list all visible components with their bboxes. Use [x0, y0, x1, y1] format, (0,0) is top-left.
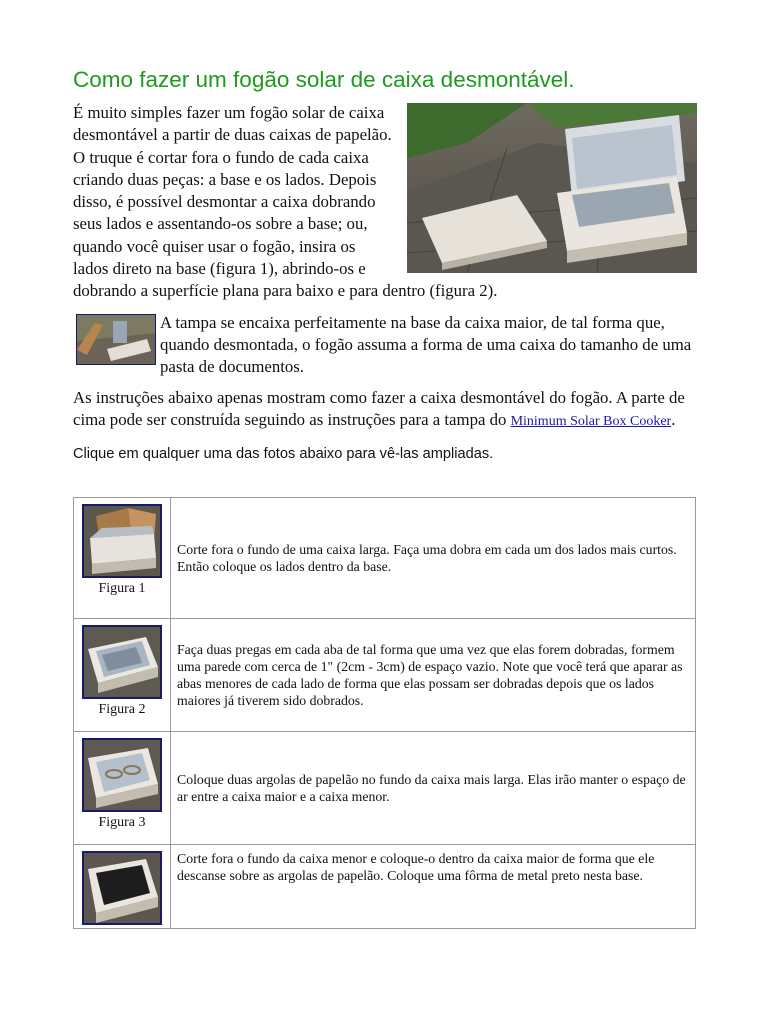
figure-label: Figura 3 [98, 815, 146, 830]
figure-1-thumbnail[interactable] [82, 504, 162, 578]
step-text: Corte fora o fundo da caixa menor e coloque-o dentro da caixa maior de forma que ele descanse sobre as argolas de papelão. Coloque uma fôrma de metal preto nesta base. [171, 845, 696, 929]
steps-table [73, 497, 696, 929]
lid-thumbnail[interactable] [76, 314, 156, 365]
figure-cell [74, 498, 171, 619]
intro-text: É muito simples fazer um fogão solar de caixa desmontável a partir de duas caixas de papelão. O truque é cortar fora o fundo de cada caixa criando duas peças: a base e os lados. Depois disso, é possível desmontar a caixa dobrando seus lados e assentando-os sobre a base; ou, quando você quiser usar o fogão, insira os lados direto na base (figura 1), abrindo-os e dobrando a superfície plana para baixo e para dentro (figura 2). [73, 103, 498, 301]
page-title: Como fazer um fogão solar de caixa desmontável. [73, 67, 575, 92]
lid-text: A tampa se encaixa perfeitamente na base da caixa maior, de tal forma que, quando desmontada, o fogão assuma a forma de uma caixa do tamanho de uma pasta de documentos. [160, 312, 692, 377]
table-row [74, 732, 696, 845]
figure-3-thumbnail[interactable] [82, 738, 162, 812]
click-hint: Clique em qualquer uma das fotos abaixo para vê-las ampliadas. [73, 446, 494, 463]
figure-4-thumbnail[interactable] [82, 851, 162, 925]
figure-2-thumbnail[interactable] [82, 625, 162, 699]
figure-cell [74, 619, 171, 732]
step-text: Coloque duas argolas de papelão no fundo da caixa mais larga. Elas irão manter o espaço de ar entre a caixa maior e a caixa menor. [171, 732, 696, 845]
table-row [74, 845, 696, 929]
table-row [74, 498, 696, 619]
solar-box-cooker-photo[interactable] [407, 103, 697, 273]
figure-cell [74, 845, 171, 929]
table-row [74, 619, 696, 732]
instructions-end: . [671, 409, 676, 429]
step-text: Corte fora o fundo de uma caixa larga. Faça uma dobra em cada um dos lados mais curtos. Então coloque os lados dentro da base. [171, 498, 696, 619]
lid-paragraph [73, 312, 697, 379]
step-text: Faça duas pregas em cada aba de tal forma que uma vez que elas forem dobradas, formem uma parede com cerca de 1" (2cm - 3cm) de espaço vazio. Note que você terá que aparar as abas menores de cada lado de forma que elas possam ser dobradas depois que os lados maiores já tiverem sido dobrados. [171, 619, 696, 732]
minimum-solar-box-cooker-link[interactable]: Minimum Solar Box Cooker [510, 413, 672, 429]
instructions-text: As instruções abaixo apenas mostram como fazer a caixa desmontável do fogão. A parte de cima pode ser construída seguindo as instruções para a tampa do [73, 387, 685, 429]
instructions-paragraph [73, 387, 697, 434]
figure-cell [74, 732, 171, 845]
document-page [73, 64, 697, 464]
figure-label: Figura 2 [98, 702, 146, 717]
figure-label: Figura 1 [98, 581, 146, 596]
intro-paragraph [73, 102, 697, 303]
